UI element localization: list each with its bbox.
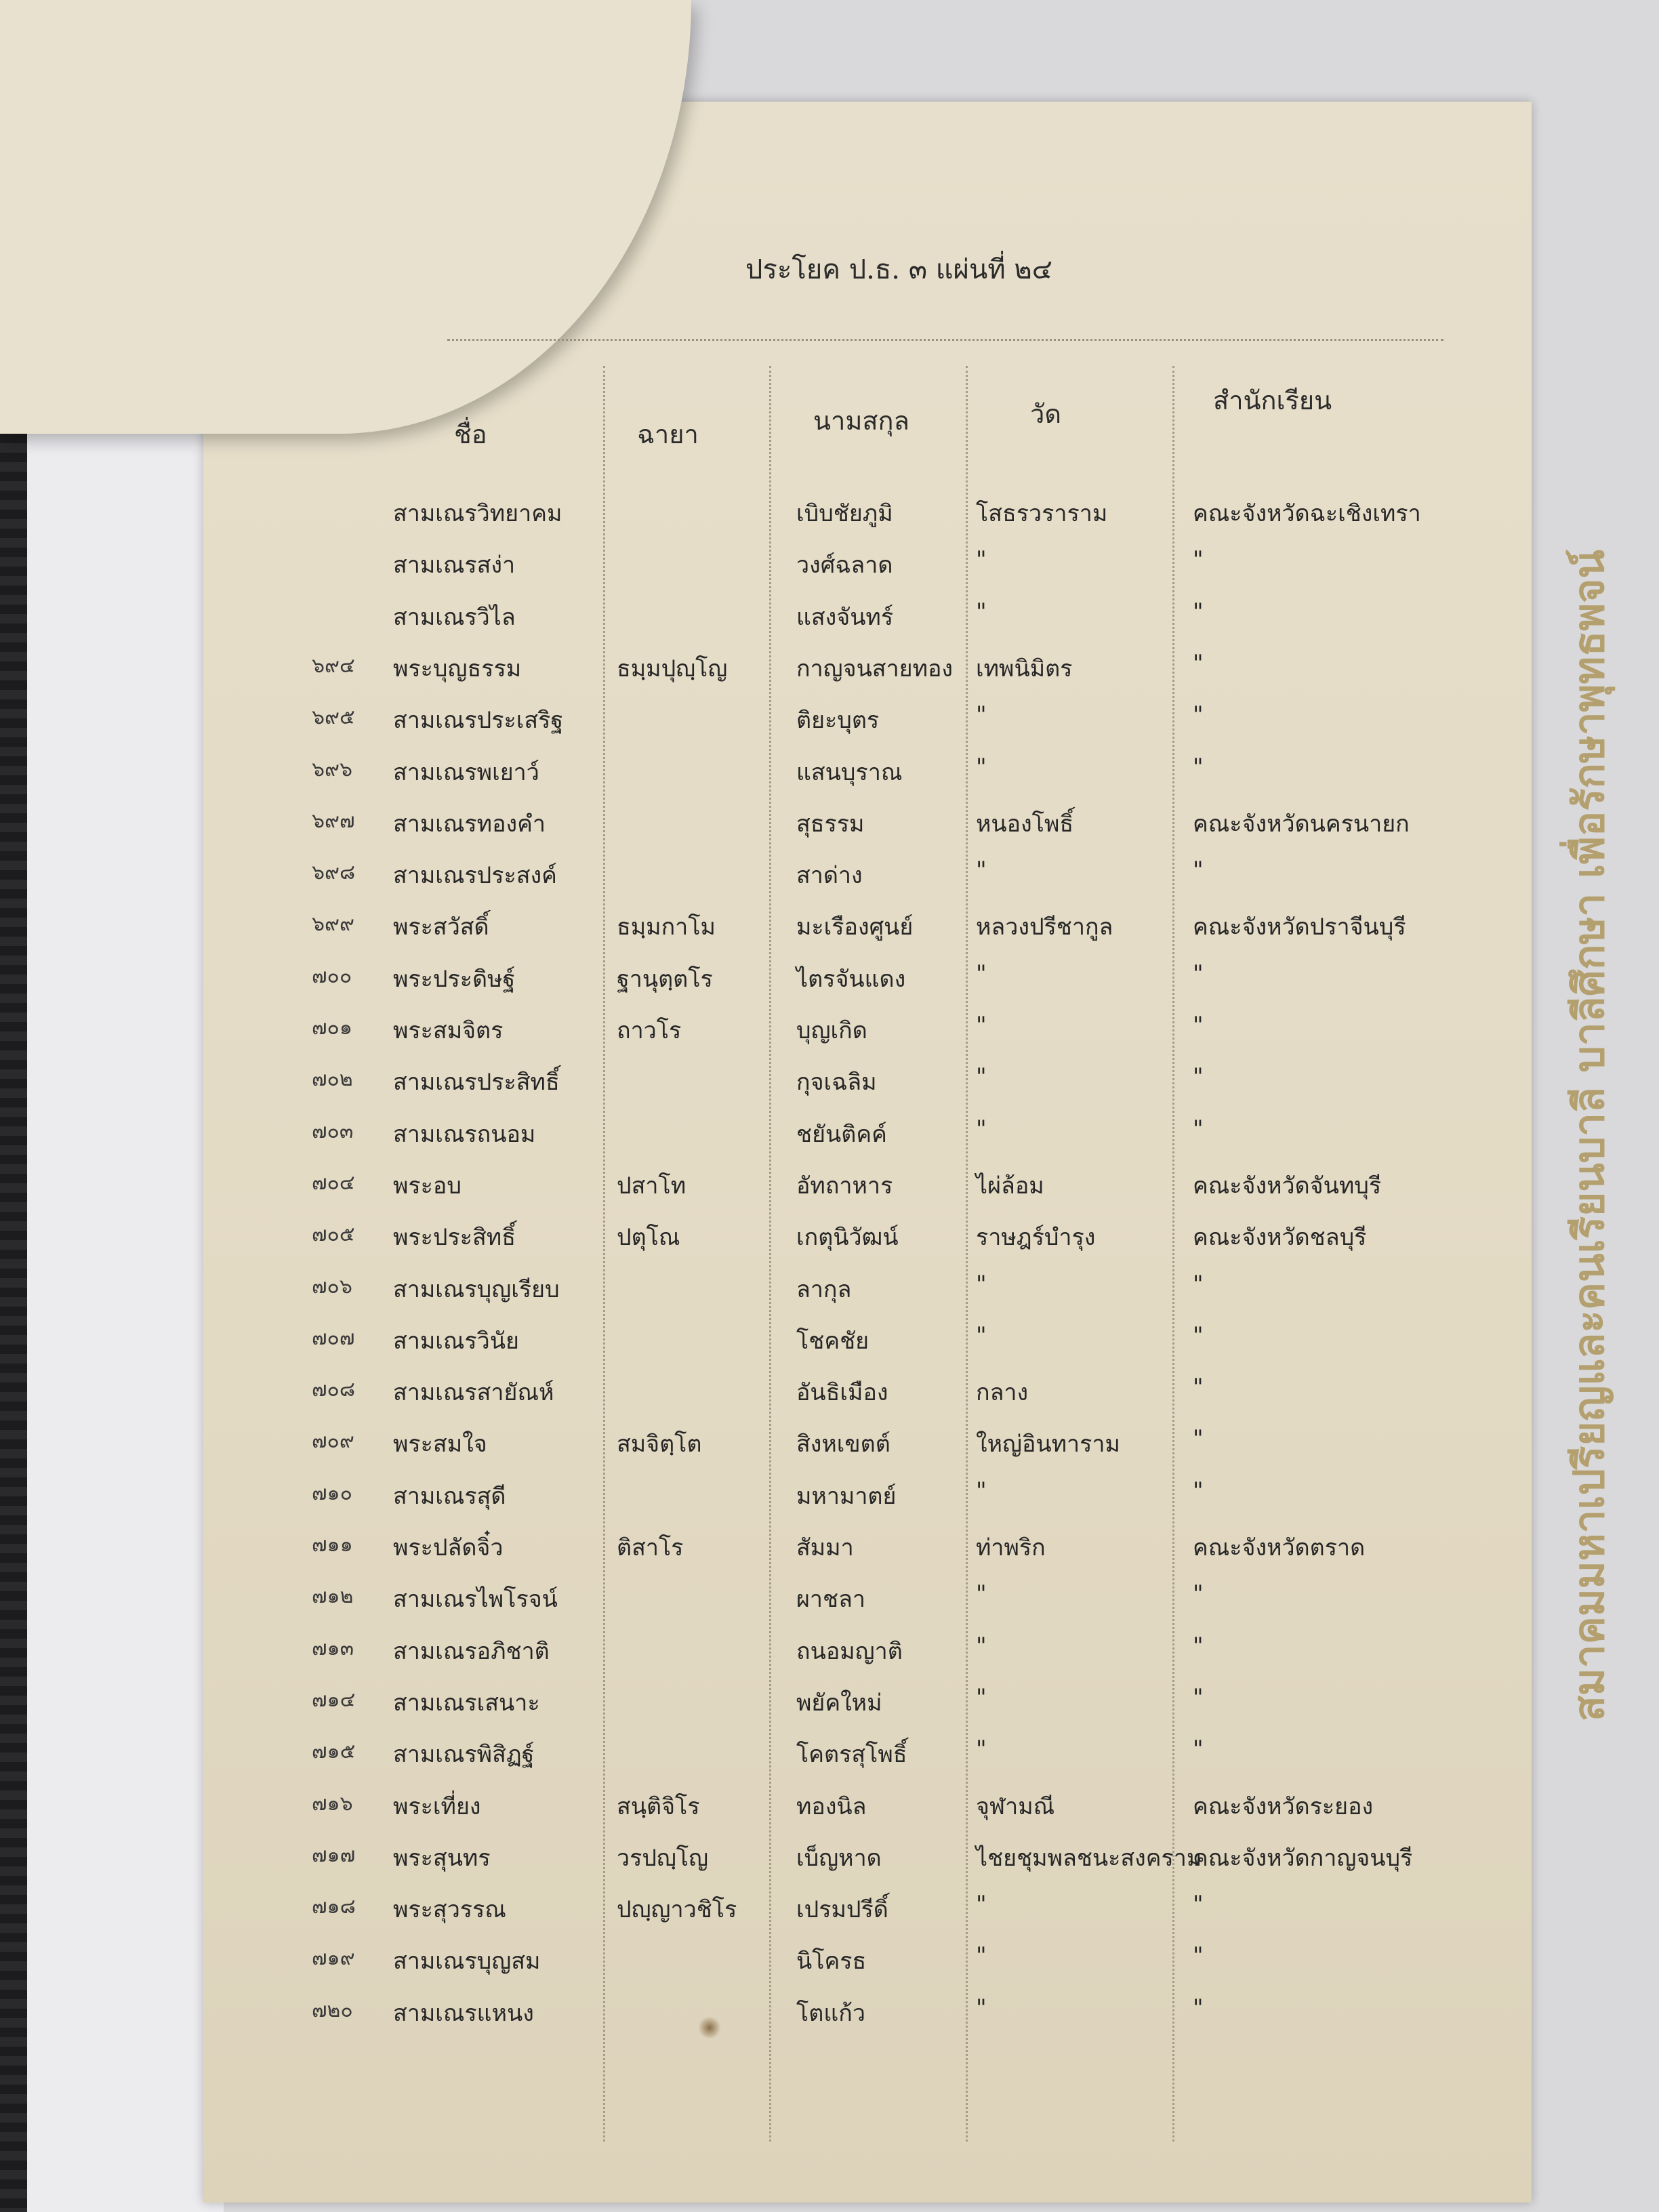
table-row: [285, 1684, 1464, 1734]
cell-alias: ฐานุตฺตโร: [617, 966, 713, 993]
column-header-name: ชื่อ: [454, 419, 487, 449]
cell-number: ๗๒๐: [312, 1999, 353, 2022]
paper-stain: [698, 2016, 721, 2039]
cell-surname: แสงจันทร์: [796, 604, 894, 631]
table-row: [285, 1580, 1464, 1631]
table-row: [285, 495, 1464, 545]
cell-surname: ลากุล: [796, 1276, 852, 1303]
cell-surname: แสนบุราณ: [796, 759, 903, 786]
cell-name: พระปลัดจิ๋ว: [393, 1534, 504, 1561]
cell-school: คณะจังหวัดฉะเชิงเทรา: [1193, 500, 1421, 527]
cell-school: ": [1193, 1271, 1204, 1298]
cell-name: สามเณรทองคำ: [393, 811, 546, 838]
table-row: [285, 960, 1464, 1010]
cell-surname: สาด่าง: [796, 862, 863, 889]
cell-number: ๖๙๗: [312, 809, 355, 833]
cell-alias: ปตุโณ: [617, 1224, 680, 1251]
cell-school: ": [1193, 1322, 1204, 1349]
table-row: [285, 598, 1464, 649]
cell-temple: ": [976, 1994, 987, 2022]
cell-surname: เบ็ญหาด: [796, 1845, 882, 1872]
cell-number: ๗๐๕: [312, 1223, 355, 1246]
cell-name: สามเณรสายัณห์: [393, 1379, 554, 1406]
cell-number: ๖๙๕: [312, 705, 355, 729]
cell-school: ": [1193, 1736, 1204, 1763]
cell-school: ": [1193, 960, 1204, 987]
cell-name: พระสุนทร: [393, 1845, 491, 1872]
cell-temple: ไผ่ล้อม: [976, 1172, 1044, 1200]
cell-school: ": [1193, 1633, 1204, 1660]
cell-school: ": [1193, 598, 1204, 626]
cell-number: ๗๐๘: [312, 1378, 356, 1401]
cell-school: ": [1193, 1942, 1204, 1969]
cell-number: ๗๐๑: [312, 1016, 352, 1040]
cell-number: ๗๑๕: [312, 1740, 356, 1763]
cell-surname: มหามาตย์: [796, 1483, 897, 1510]
cell-temple: ": [976, 1115, 987, 1143]
cell-name: สามเณรสุดี: [393, 1483, 506, 1510]
cell-number: ๗๑๖: [312, 1792, 353, 1816]
cell-number: ๗๑๔: [312, 1688, 356, 1712]
cell-temple: ": [976, 701, 987, 729]
cell-surname: ติยะบุตร: [796, 707, 880, 734]
cell-temple: ": [976, 598, 987, 626]
cell-surname: ชยันติคค์: [796, 1121, 887, 1148]
column-header-temple: วัด: [1030, 399, 1062, 429]
cell-temple: ": [976, 1684, 987, 1711]
cell-school: ": [1193, 1012, 1204, 1039]
cell-name: พระประสิทธิ์: [393, 1224, 516, 1251]
cell-temple: ": [976, 857, 987, 884]
table-row: [285, 1322, 1464, 1372]
cell-temple: ": [976, 1322, 987, 1349]
cell-surname: ทองนิล: [796, 1793, 867, 1820]
cell-school: ": [1193, 1994, 1204, 2022]
cell-name: พระสมจิตร: [393, 1017, 504, 1044]
cell-temple: ": [976, 1012, 987, 1039]
cell-surname: ไตรจันแดง: [796, 966, 906, 993]
cell-name: สามเณรบุญเรียบ: [393, 1276, 560, 1303]
cell-alias: สมจิตฺโต: [617, 1431, 702, 1458]
cell-temple: ไชยชุมพลชนะสงคราม: [976, 1845, 1202, 1872]
table-row: [285, 1218, 1464, 1269]
cell-number: ๗๑๒: [312, 1584, 354, 1608]
cell-temple: ": [976, 1736, 987, 1763]
table-row: [285, 1736, 1464, 1786]
table-row: [285, 546, 1464, 596]
cell-surname: นิโครธ: [796, 1948, 867, 1975]
cell-name: พระอบ: [393, 1172, 462, 1200]
cell-temple: กลาง: [976, 1379, 1029, 1406]
table-row: [285, 805, 1464, 855]
cell-temple: ": [976, 1891, 987, 1918]
cell-school: คณะจังหวัดนครนายก: [1193, 811, 1410, 838]
cell-name: สามเณรวิไล: [393, 604, 516, 631]
cell-number: ๗๐๗: [312, 1326, 355, 1350]
cell-surname: ผาชลา: [796, 1586, 866, 1613]
cell-school: ": [1193, 1374, 1204, 1401]
table-row: [285, 1891, 1464, 1941]
cell-number: ๗๐๐: [312, 964, 352, 988]
cell-number: ๗๑๙: [312, 1946, 355, 1970]
table-row: [285, 857, 1464, 907]
cell-temple: ": [976, 546, 987, 573]
cell-name: สามเณรประเสริฐ: [393, 707, 564, 734]
cell-school: คณะจังหวัดระยอง: [1193, 1793, 1374, 1820]
cell-temple: ": [976, 1633, 987, 1660]
cell-school: ": [1193, 1580, 1204, 1607]
cell-temple: ": [976, 754, 987, 781]
cell-temple: หนองโพธิ์: [976, 811, 1074, 838]
cell-alias: ธมฺมปุญฺโญ: [617, 655, 728, 682]
cell-name: สามเณรสง่า: [393, 552, 516, 579]
cell-temple: จุฬามณี: [976, 1793, 1055, 1820]
cell-temple: ท่าพริก: [976, 1534, 1046, 1561]
cell-name: สามเณรแหนง: [393, 2000, 534, 2027]
cell-school: ": [1193, 1684, 1204, 1711]
cell-name: สามเณรวิทยาคม: [393, 500, 562, 527]
table-row: [285, 1271, 1464, 1321]
cell-name: สามเณรไพโรจน์: [393, 1586, 558, 1613]
header-dotted-rule: [447, 339, 1443, 341]
cell-name: สามเณรอภิชาติ: [393, 1638, 550, 1665]
cell-temple: ": [976, 1063, 987, 1090]
cell-number: ๗๑๐: [312, 1481, 352, 1505]
cell-surname: อันธิเมือง: [796, 1379, 888, 1406]
table-row: [285, 1839, 1464, 1889]
cell-surname: สุธรรม: [796, 811, 865, 838]
cell-name: พระสมใจ: [393, 1431, 487, 1458]
table-row: [285, 1788, 1464, 1838]
cell-surname: โคตรสุโพธิ์: [796, 1741, 907, 1768]
cell-alias: วรปญฺโญ: [617, 1845, 709, 1872]
cell-surname: โตแก้ว: [796, 2000, 865, 2027]
table-row: [285, 1994, 1464, 2045]
cell-surname: เบิบชัยภูมิ: [796, 500, 893, 527]
cell-surname: เปรมปรีดิ์: [796, 1896, 888, 1923]
cell-surname: กุจเฉลิม: [796, 1069, 877, 1096]
cell-surname: เกตุนิวัฒน์: [796, 1224, 899, 1251]
cell-school: คณะจังหวัดปราจีนบุรี: [1193, 914, 1406, 941]
cell-name: พระสุวรรณ: [393, 1896, 506, 1923]
cell-school: ": [1193, 754, 1204, 781]
cell-number: ๗๐๓: [312, 1120, 354, 1143]
cell-number: ๖๙๖: [312, 758, 353, 781]
cell-surname: โชคชัย: [796, 1328, 869, 1355]
cell-number: ๗๑๑: [312, 1533, 353, 1557]
cell-temple: ": [976, 1271, 987, 1298]
cell-temple: ": [976, 1477, 987, 1504]
table-row: [285, 1374, 1464, 1424]
cell-number: ๗๐๒: [312, 1067, 353, 1091]
table-row: [285, 754, 1464, 804]
table-row: [285, 1167, 1464, 1217]
results-table: [285, 366, 1464, 2162]
background-sheet: [27, 434, 224, 2212]
cell-school: คณะจังหวัดชลบุรี: [1193, 1224, 1367, 1251]
table-row: [285, 908, 1464, 958]
table-row: [285, 1063, 1464, 1113]
cell-number: ๗๑๘: [312, 1895, 356, 1919]
cell-temple: ราษฎร์บำรุง: [976, 1224, 1096, 1251]
cell-surname: สิงหเขตต์: [796, 1431, 890, 1458]
cell-alias: ปญฺญาวชิโร: [617, 1896, 737, 1923]
cell-school: ": [1193, 1115, 1204, 1143]
cell-name: สามเณรเสนาะ: [393, 1689, 540, 1717]
cell-temple: หลวงปรีชากูล: [976, 914, 1113, 941]
cell-surname: ถนอมญาติ: [796, 1638, 903, 1665]
cell-number: ๗๑๓: [312, 1637, 354, 1660]
cell-alias: ปสาโท: [617, 1172, 687, 1200]
cell-school: ": [1193, 1063, 1204, 1090]
cell-temple: เทพนิมิตร: [976, 655, 1073, 682]
cell-name: พระเที่ยง: [393, 1793, 481, 1820]
cell-school: ": [1193, 1891, 1204, 1918]
column-header-school: สำนักเรียน: [1213, 386, 1332, 415]
cell-school: ": [1193, 546, 1204, 573]
page-header: ประโยค ป.ธ. ๓ แผ่นที่ ๒๔: [745, 254, 1053, 285]
cell-name: สามเณรพิสิฏฐ์: [393, 1741, 535, 1768]
table-row: [285, 650, 1464, 700]
cell-surname: อัทถาหาร: [796, 1172, 893, 1200]
watermark-text: สมาคมมหาเปรียญและคนเรียนบาลี บาลีศึกษา เพื่อรักษาพุทธพจน์: [1564, 550, 1614, 1721]
cell-school: คณะจังหวัดจันทบุรี: [1193, 1172, 1382, 1200]
column-header-surname: นามสกุล: [813, 406, 909, 436]
cell-number: ๗๐๖: [312, 1275, 352, 1298]
cell-number: ๖๙๔: [312, 654, 355, 678]
cell-surname: มะเรืองศูนย์: [796, 914, 914, 941]
cell-name: พระประดิษฐ์: [393, 966, 516, 993]
cell-alias: ติสาโร: [617, 1534, 684, 1561]
cell-school: ": [1193, 650, 1204, 677]
table-row: [285, 1012, 1464, 1062]
cell-number: ๗๐๙: [312, 1429, 354, 1453]
cell-number: ๗๑๗: [312, 1843, 356, 1867]
table-row: [285, 1425, 1464, 1475]
cell-school: คณะจังหวัดตราด: [1193, 1534, 1366, 1561]
table-row: [285, 701, 1464, 752]
cell-surname: พยัคใหม่: [796, 1689, 882, 1717]
cell-temple: ใหญ่อินทาราม: [976, 1431, 1120, 1458]
cell-alias: ถาวโร: [617, 1017, 682, 1044]
table-row: [285, 1633, 1464, 1683]
cell-name: สามเณรประสิทธิ์: [393, 1069, 560, 1096]
cell-number: ๖๙๘: [312, 861, 356, 884]
cell-number: ๗๐๔: [312, 1171, 355, 1195]
cell-number: ๖๙๙: [312, 912, 354, 936]
cell-temple: ": [976, 1580, 987, 1607]
column-header-alias: ฉายา: [637, 419, 699, 449]
cell-temple: ": [976, 960, 987, 987]
cell-name: พระสวัสดิ์: [393, 914, 489, 941]
cell-school: ": [1193, 1425, 1204, 1452]
table-row: [285, 1942, 1464, 1992]
cell-alias: ธมฺมกาโม: [617, 914, 716, 941]
cell-surname: บุญเกิด: [796, 1017, 867, 1044]
table-row: [285, 1115, 1464, 1166]
cell-name: สามเณรถนอม: [393, 1121, 536, 1148]
table-row: [285, 1529, 1464, 1579]
cell-school: คณะจังหวัดกาญจนบุรี: [1193, 1845, 1413, 1872]
cell-name: สามเณรวินัย: [393, 1328, 519, 1355]
cell-name: สามเณรบุญสม: [393, 1948, 541, 1975]
cell-surname: วงศ์ฉลาด: [796, 552, 893, 579]
cell-surname: กาญจนสายทอง: [796, 655, 954, 682]
cell-name: สามเณรพเยาว์: [393, 759, 539, 786]
cell-temple: โสธรวราราม: [976, 500, 1108, 527]
cell-name: สามเณรประสงค์: [393, 862, 557, 889]
cell-school: ": [1193, 701, 1204, 729]
cell-name: พระบุญธรรม: [393, 655, 522, 682]
cell-temple: ": [976, 1942, 987, 1969]
cell-school: ": [1193, 1477, 1204, 1504]
cell-surname: สัมมา: [796, 1534, 854, 1561]
cell-school: ": [1193, 857, 1204, 884]
cell-alias: สนฺติจิโร: [617, 1793, 700, 1820]
table-row: [285, 1477, 1464, 1528]
